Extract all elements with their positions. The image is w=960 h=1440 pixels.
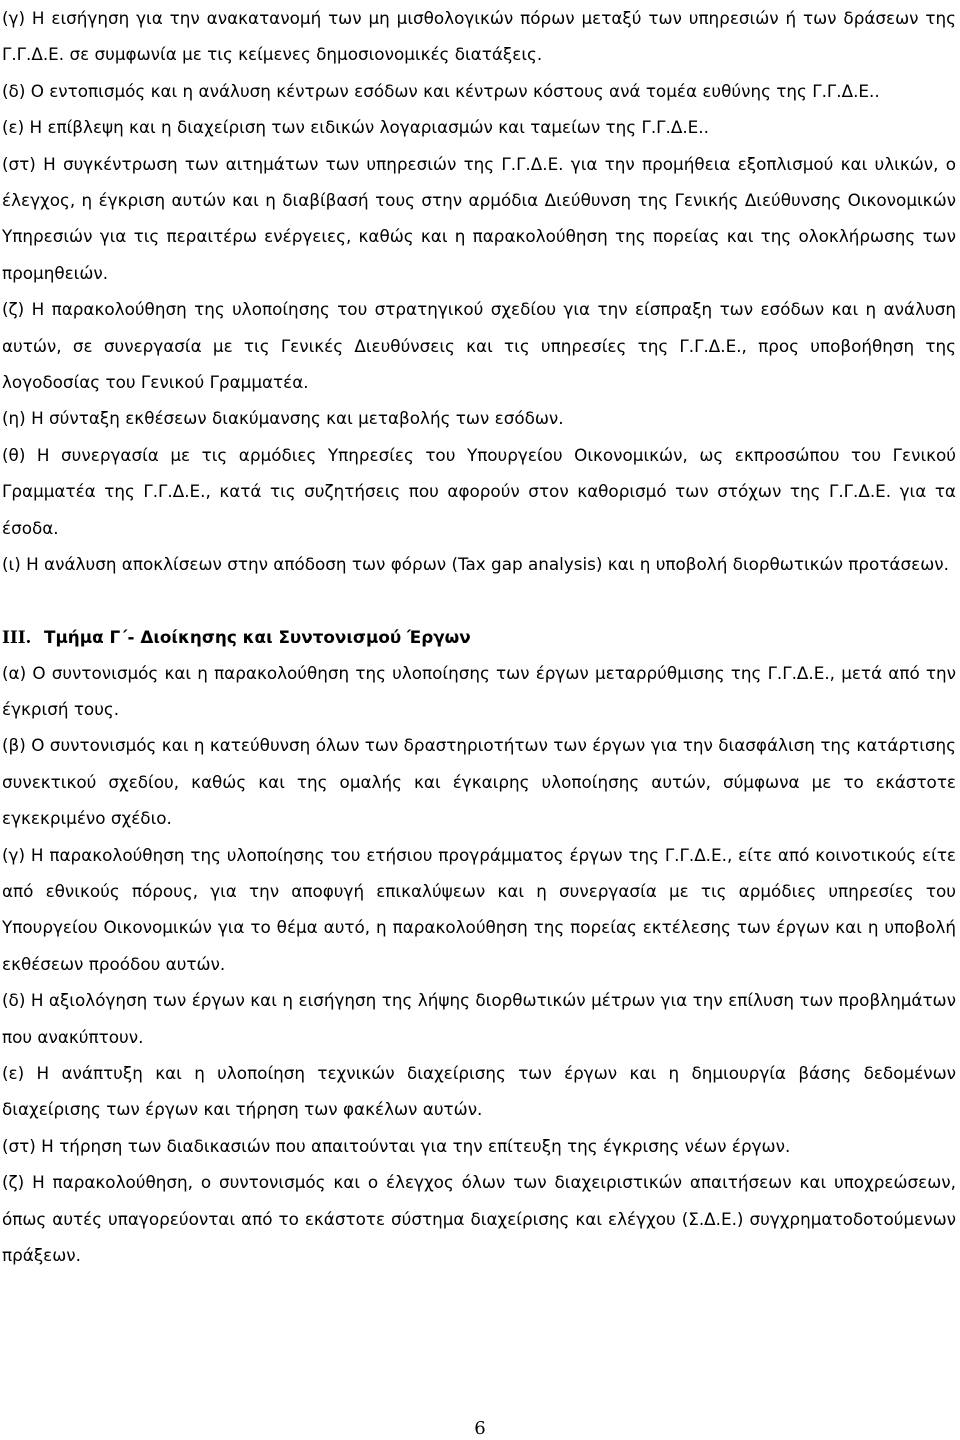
paragraph-st-new-projects: (στ) Η τήρηση των διαδικασιών που απαιτούνται για την επίτευξη της έγκρισης νέων έργων. [2, 1135, 791, 1156]
paragraph-a-reform-projects: (α) Ο συντονισμός και η παρακολούθηση της υλοποίησης των έργων μεταρρύθμισης της Γ.Γ.Δ.Ε., μετά από την έγκρισή τους. [2, 662, 956, 719]
paragraph-e-management-techniques: (ε) Η ανάπτυξη και η υλοποίηση τεχνικών διαχείρισης των έργων και η δημιουργία βάσης δεδομένων διαχείρισης των έργων και τήρηση των φακέλων αυτών. [2, 1062, 956, 1120]
paragraph-d-evaluation: (δ) Η αξιολόγηση των έργων και η εισήγηση της λήψης διορθωτικών μέτρων για την επίλυση των προβλημάτων που ανακύπτουν. [2, 990, 956, 1047]
paragraph-z-strategic-plan: (ζ) Η παρακολούθηση της υλοποίησης του στρατηγικού σχεδίου για την είσπραξη των εσόδων και η ανάλυση αυτών, σε συνεργασία με τις Γενικές Διευθύνσεις και τις υπηρεσίες της Γ.Γ.Δ.Ε., προς υποβοήθηση της λογοδοσίας του Γενικού Γραμματέα. [2, 299, 956, 393]
page-number: 6 [474, 1418, 486, 1439]
paragraph-g-proposal: (γ) Η εισήγηση για την ανακατανομή των μη μισθολογικών πόρων μεταξύ των υπηρεσιών ή των δράσεων της Γ.Γ.Δ.Ε. σε συμφωνία με τις κείμενες δημοσιονομικές διατάξεις. [2, 8, 956, 65]
paragraph-z-management-requirements: (ζ) Η παρακολούθηση, ο συντονισμός και ο έλεγχος όλων των διαχειριστικών απαιτήσεων και υποχρεώσεων, όπως αυτές υπαγορεύονται από το εκάστοτε σύστημα διαχείρισης και ελέγχου (Σ.Δ.Ε.) συγχρηματοδοτούμενων πράξεων. [2, 1172, 956, 1265]
paragraph-g-annual-program: (γ) Η παρακολούθηση της υλοποίησης του ετήσιου προγράμματος έργων της Γ.Γ.Δ.Ε., είτε από κοινοτικούς είτε από εθνικούς πόρους, για την αποφυγή επικαλύψεων και η συνεργασία με τις αρμόδιες υπηρεσίες του Υπουργείου Οικονομικών για το θέμα αυτό, η παρακολούθηση της πορείας εκτέλεσης των έργων και η υποβολή εκθέσεων προόδου αυτών. [2, 844, 956, 974]
paragraph-iota-tax-gap: (ι) Η ανάλυση αποκλίσεων στην απόδοση των φόρων (Tax gap analysis) και η υποβολή διορθωτικών προτάσεων. [2, 554, 949, 575]
section-spacer [2, 583, 956, 619]
paragraph-th-cooperation: (θ) Η συνεργασία με τις αρμόδιες Υπηρεσίες του Υπουργείου Οικονομικών, ως εκπροσώπου του Γενικού Γραμματέα της Γ.Γ.Δ.Ε., κατά τις συζητήσεις που αφορούν στον καθορισμό των στόχων της Γ.Γ.Δ.Ε. για τα έσοδα. [2, 444, 956, 538]
paragraph-st-equipment-requests: (στ) Η συγκέντρωση των αιτημάτων των υπηρεσιών της Γ.Γ.Δ.Ε. για την προμήθεια εξοπλισμού και υλικών, ο έλεγχος, η έγκριση αυτών και η διαβίβασή τους στην αρμόδια Διεύθυνση της Γενικής Διεύθυνσης Οικονομικών Υπηρεσιών για τις περαιτέρω ενέργειες, καθώς και η παρακολούθηση της πορείας και της ολοκλήρωσης των προμηθειών. [2, 153, 956, 283]
document-body [2, 0, 956, 1273]
paragraph-b-coordination: (β) Ο συντονισμός και η κατεύθυνση όλων των δραστηριοτήτων των έργων για την διασφάλιση της κατάρτισης συνεκτικού σχεδίου, καθώς και της ομαλής και έγκαιρης υλοποίησης αυτών, σύμφωνα με το εκάστοτε εγκεκριμένο σχέδιο. [2, 735, 956, 829]
section-heading [2, 619, 956, 655]
paragraph-d-revenue-cost-centers: (δ) Ο εντοπισμός και η ανάλυση κέντρων εσόδων και κέντρων κόστους ανά τομέα ευθύνης της Γ.Γ.Δ.Ε.. [2, 80, 880, 101]
section-title: Τμήμα Γ΄- Διοίκησης και Συντονισμού Έργων [44, 626, 471, 647]
paragraph-i-variance-reports: (η) Η σύνταξη εκθέσεων διακύμανσης και μεταβολής των εσόδων. [2, 408, 564, 429]
section-number: ΙΙΙ. [2, 626, 32, 647]
paragraph-e-special-accounts: (ε) Η επίβλεψη και η διαχείριση των ειδικών λογαριασμών και ταμείων της Γ.Γ.Δ.Ε.. [2, 117, 709, 138]
